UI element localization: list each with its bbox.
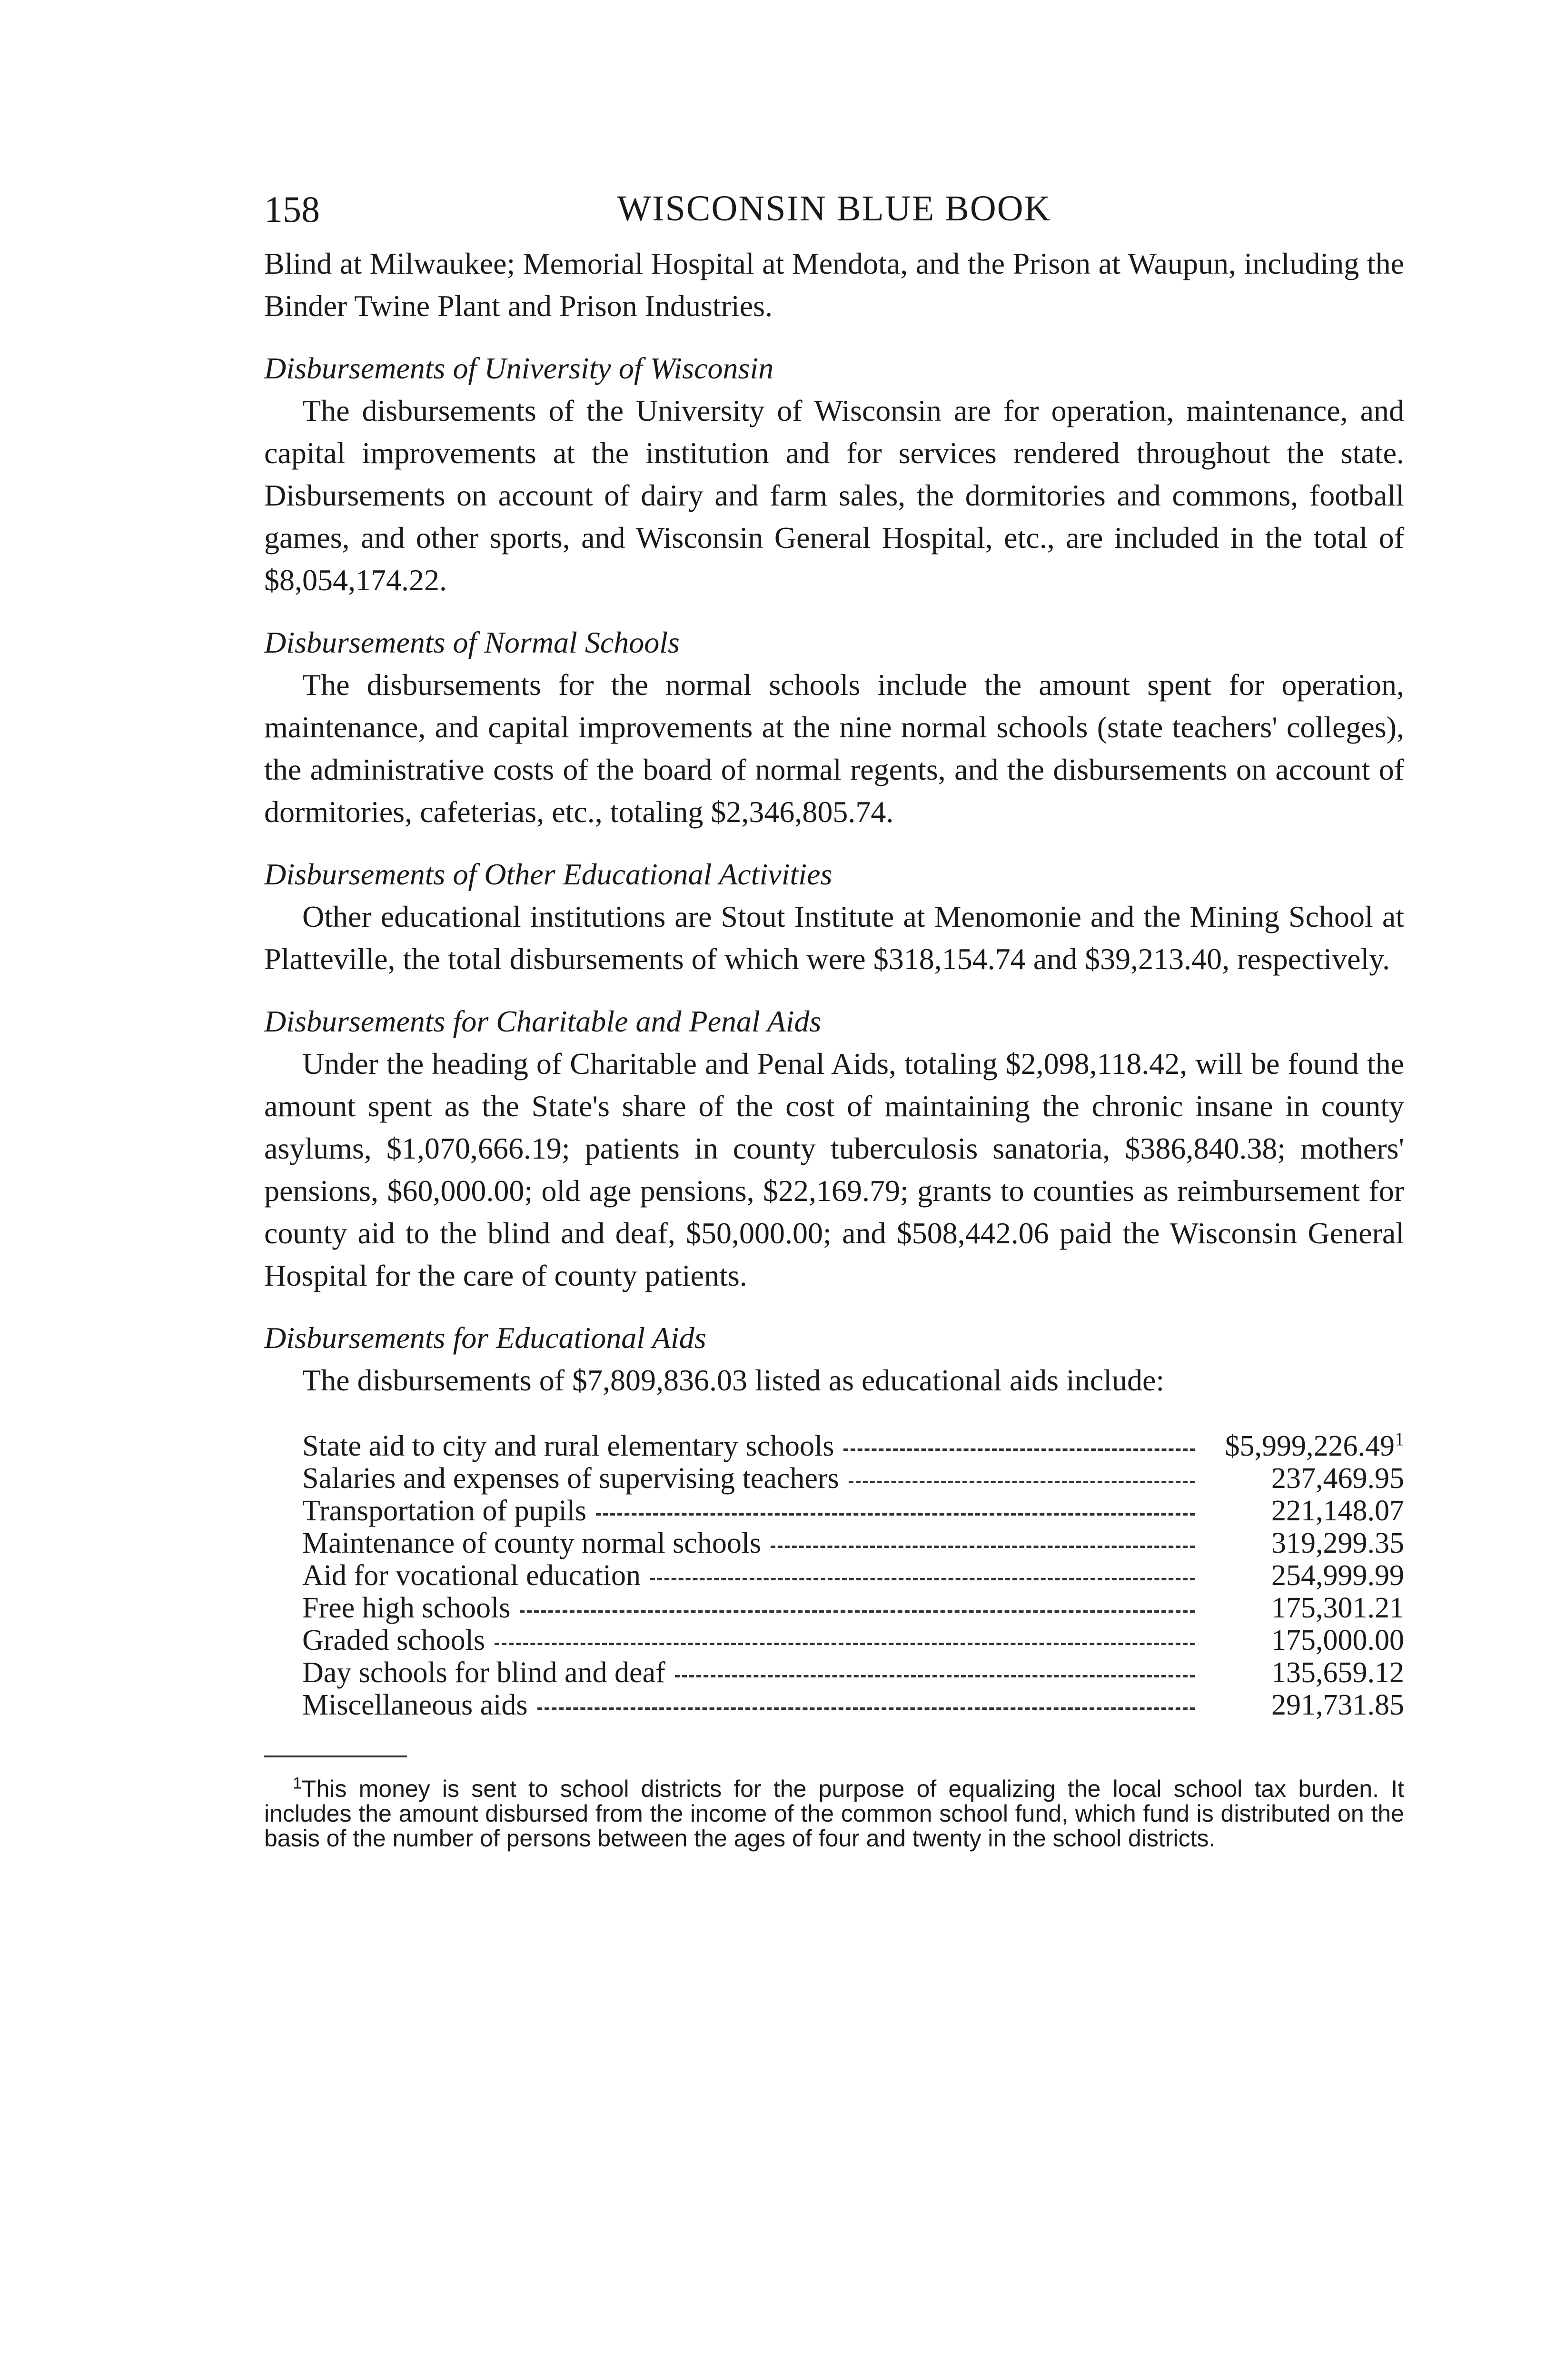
- footnote-reference[interactable]: 1: [1395, 1428, 1404, 1450]
- section-paragraph: The disbursements for the normal schools include the amount spent for operation, maintenance, and capital improvements at the nine normal schools (state teachers' colleges), the administrative costs of the board of normal regents, and the disbursements on account of dormitories, cafeterias, etc., totaling $2,346,805.74.: [264, 668, 1404, 829]
- dot-leader: [843, 1448, 1195, 1451]
- aid-label: Day schools for blind and deaf: [302, 1656, 665, 1689]
- dot-leader: [675, 1675, 1195, 1677]
- dot-leader: [596, 1513, 1195, 1516]
- aid-label: State aid to city and rural elementary schools: [302, 1430, 834, 1462]
- dot-leader: [495, 1643, 1195, 1645]
- table-row: [302, 1462, 1404, 1495]
- table-row: [302, 1559, 1404, 1592]
- educational-aids-table: [302, 1430, 1404, 1721]
- table-row: [302, 1495, 1404, 1527]
- dot-leader: [771, 1546, 1195, 1548]
- footnote-divider: [264, 1755, 407, 1757]
- table-row: [302, 1527, 1404, 1559]
- section-heading: Disbursements for Charitable and Penal Aids: [264, 1004, 822, 1038]
- aid-amount: [1204, 1430, 1404, 1462]
- aid-label: Salaries and expenses of supervising teachers: [302, 1462, 839, 1495]
- table-row: [302, 1656, 1404, 1689]
- section-heading: Disbursements of Other Educational Activities: [264, 857, 832, 891]
- aid-label: Miscellaneous aids: [302, 1689, 528, 1721]
- table-row: [302, 1624, 1404, 1656]
- footnote: [264, 1776, 1404, 1851]
- dot-leader: [849, 1481, 1195, 1483]
- running-head: [264, 188, 1404, 240]
- section-heading: Disbursements for Educational Aids: [264, 1321, 706, 1355]
- section-paragraph: The disbursements of $7,809,836.03 listed as educational aids include:: [302, 1363, 1165, 1397]
- aid-label: Graded schools: [302, 1624, 485, 1656]
- table-row: [302, 1430, 1404, 1462]
- section-normal-schools: [264, 621, 1404, 833]
- book-page: [264, 188, 1404, 1851]
- section-paragraph: Under the heading of Charitable and Penal Aids, totaling $2,098,118.42, will be found the amount spent as the State's share of the cost of maintaining the chronic insane in county asylums, $1,070,666.19; patients in county tuberculosis sanatoria, $386,840.38; mothers' pensions, $60,000.00; old age pensions, $22,169.79; grants to counties as reimbursement for county aid to the blind and deaf, $50,000.00; and $508,442.06 paid the Wisconsin General Hospital for the care of county patients.: [264, 1047, 1404, 1292]
- aid-label: Aid for vocational education: [302, 1559, 641, 1592]
- section-educational-aids: [264, 1317, 1404, 1401]
- section-paragraph: The disbursements of the University of Wisconsin are for operation, maintenance, and capital improvements at the institution and for services rendered throughout the state. Disbursements on account of dairy and farm sales, the dormitories and commons, football games, and other sports, and Wisconsin General Hospital, etc., are included in the total of $8,054,174.22.: [264, 394, 1404, 597]
- section-other-educational: [264, 853, 1404, 980]
- table-row: [302, 1689, 1404, 1721]
- section-charitable-penal: [264, 1000, 1404, 1297]
- intro-paragraph: Blind at Milwaukee; Memorial Hospital at Mendota, and the Prison at Waupun, including the Binder Twine Plant and Prison Industries.: [264, 247, 1404, 323]
- dot-leader: [650, 1578, 1195, 1580]
- aid-amount: 175,301.21: [1271, 1592, 1404, 1624]
- book-title: WISCONSIN BLUE BOOK: [617, 188, 1051, 228]
- dot-leader: [537, 1707, 1195, 1710]
- aid-amount: 237,469.95: [1271, 1462, 1404, 1495]
- aid-amount: 319,299.35: [1271, 1527, 1404, 1559]
- aid-amount: 175,000.00: [1271, 1624, 1404, 1656]
- section-university: [264, 347, 1404, 601]
- aid-label: Transportation of pupils: [302, 1495, 587, 1527]
- section-paragraph: Other educational institutions are Stout Institute at Menomonie and the Mining School at Platteville, the total disbursements of which were $318,154.74 and $39,213.40, respectively.: [264, 900, 1404, 976]
- aid-amount: 291,731.85: [1271, 1689, 1404, 1721]
- aid-amount: 254,999.99: [1271, 1559, 1404, 1592]
- section-heading: Disbursements of Normal Schools: [264, 625, 680, 659]
- aid-label: Maintenance of county normal schools: [302, 1527, 762, 1559]
- aid-label: Free high schools: [302, 1592, 511, 1624]
- aid-amount: 221,148.07: [1271, 1495, 1404, 1527]
- aid-amount: 135,659.12: [1271, 1656, 1404, 1689]
- dot-leader: [520, 1610, 1195, 1613]
- section-heading: Disbursements of University of Wisconsin: [264, 351, 774, 385]
- footnote-marker: 1: [293, 1774, 302, 1793]
- amount-value: $5,999,226.49: [1225, 1430, 1395, 1462]
- page-number: 158: [264, 188, 320, 230]
- footnote-text: This money is sent to school districts for the purpose of equalizing the local school tax burden. It includes the amount disbursed from the income of the common school fund, which fund is distributed on the basis of the number of persons between the ages of four and twenty in the school districts.: [264, 1775, 1404, 1852]
- table-row: [302, 1592, 1404, 1624]
